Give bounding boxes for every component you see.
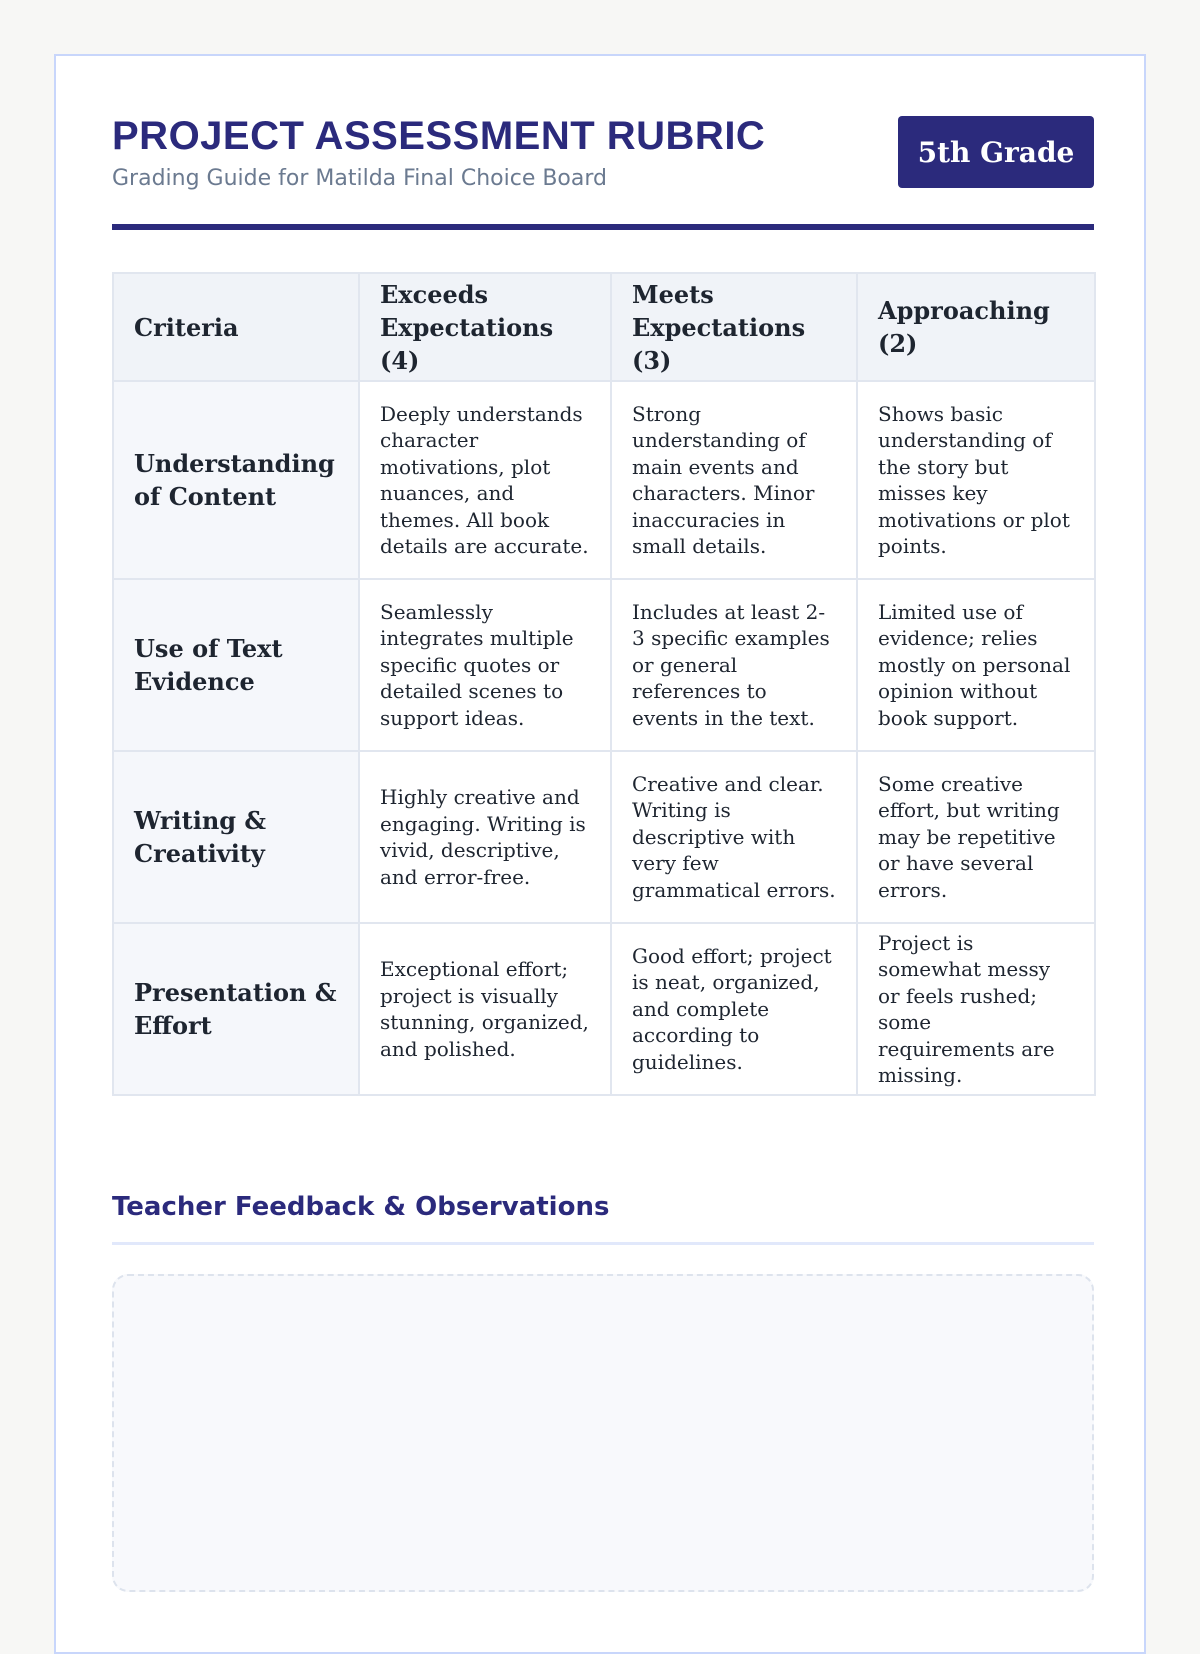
column-header-approaching: Approaching (2) — [857, 273, 1095, 381]
table-row — [113, 751, 1095, 923]
header-divider — [112, 224, 1094, 230]
grade-badge: 5th Grade — [898, 116, 1094, 188]
page-title: PROJECT ASSESSMENT RUBRIC — [112, 114, 766, 158]
table-header-row — [113, 273, 1095, 381]
feedback-notes-area[interactable] — [112, 1274, 1094, 1592]
table-row — [113, 579, 1095, 751]
column-header-criteria: Criteria — [113, 273, 359, 381]
table-row — [113, 381, 1095, 579]
meets-cell: Includes at least 2-3 specific examples or general references to events in the text. — [611, 579, 857, 751]
meets-cell: Creative and clear. Writing is descriptive with very few grammatical errors. — [611, 751, 857, 923]
table-row — [113, 923, 1095, 1095]
criteria-cell: Use of Text Evidence — [113, 579, 359, 751]
meets-cell: Strong understanding of main events and characters. Minor inaccuracies in small details. — [611, 381, 857, 579]
column-header-exceeds: Exceeds Expectations (4) — [359, 273, 611, 381]
criteria-cell: Writing & Creativity — [113, 751, 359, 923]
rubric-table — [112, 272, 1096, 1096]
exceeds-cell: Seamlessly integrates multiple specific quotes or detailed scenes to support ideas. — [359, 579, 611, 751]
column-header-meets: Meets Expectations (3) — [611, 273, 857, 381]
approaching-cell: Limited use of evidence; relies mostly on personal opinion without book support. — [857, 579, 1095, 751]
criteria-cell: Presentation & Effort — [113, 923, 359, 1095]
exceeds-cell: Highly creative and engaging. Writing is vivid, descriptive, and error-free. — [359, 751, 611, 923]
exceeds-cell: Deeply understands character motivations, plot nuances, and themes. All book details are accurate. — [359, 381, 611, 579]
criteria-cell: Understanding of Content — [113, 381, 359, 579]
page-subtitle: Grading Guide for Matilda Final Choice Board — [112, 166, 607, 191]
feedback-heading: Teacher Feedback & Observations — [112, 1192, 610, 1222]
header — [112, 116, 1094, 228]
approaching-cell: Shows basic understanding of the story but misses key motivations or plot points. — [857, 381, 1095, 579]
approaching-cell: Project is somewhat messy or feels rushed; some requirements are missing. — [857, 923, 1095, 1095]
meets-cell: Good effort; project is neat, organized, and complete according to guidelines. — [611, 923, 857, 1095]
rubric-page — [54, 54, 1146, 1654]
exceeds-cell: Exceptional effort; project is visually stunning, organized, and polished. — [359, 923, 611, 1095]
feedback-divider — [112, 1242, 1094, 1245]
approaching-cell: Some creative effort, but writing may be repetitive or have several errors. — [857, 751, 1095, 923]
